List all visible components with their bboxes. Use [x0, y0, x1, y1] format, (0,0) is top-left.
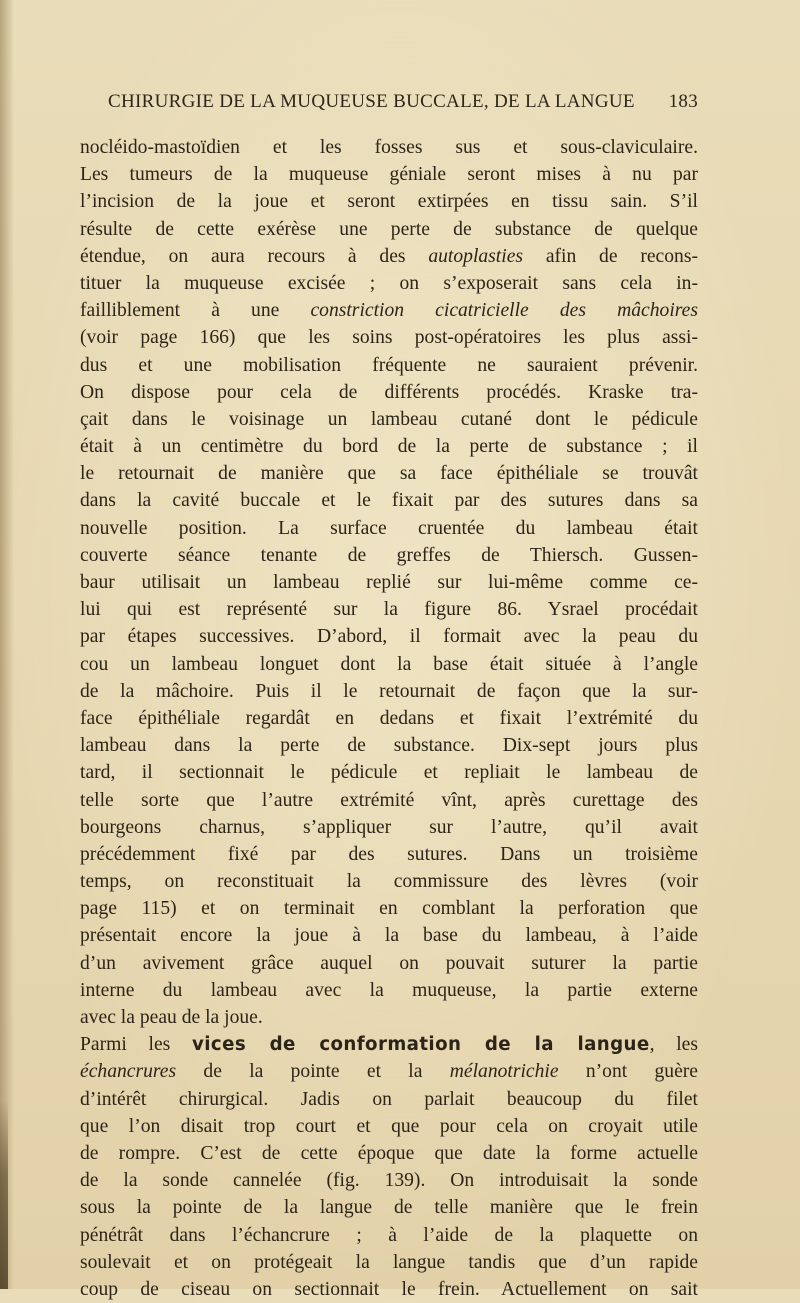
text-line — [80, 406, 698, 433]
text-run: çait dans le voisinage un lambeau cutané dont le pédicule — [80, 408, 698, 430]
text-run: afin de recons- — [523, 245, 698, 267]
running-title: CHIRURGIE DE LA MUQUEUSE BUCCALE, DE LA LANGUE — [108, 91, 635, 112]
text-run: failliblement à une — [80, 300, 311, 322]
text-run: était à un centimètre du bord de la perte de substance ; il — [80, 436, 698, 458]
text-run: d’un avivement grâce auquel on pouvait suturer la partie — [80, 952, 698, 974]
text-line — [80, 1058, 698, 1085]
text-line — [80, 1140, 698, 1167]
text-run: lui qui est représenté sur la figure 86. Ysrael procédait — [80, 599, 698, 621]
text-line — [80, 487, 698, 514]
text-line — [80, 787, 698, 814]
text-line — [80, 814, 698, 841]
text-run: soulevait et on protégeait la langue tandis que d’un rapide — [80, 1251, 698, 1273]
text-run: avec la peau de la joue. — [80, 1007, 263, 1028]
text-line — [80, 868, 698, 895]
text-line — [80, 270, 698, 297]
italic-term: constriction cicatricielle des mâchoires — [310, 300, 698, 322]
text-run: nouvelle position. La surface cruentée du lambeau était — [80, 517, 698, 539]
text-line — [80, 297, 698, 324]
text-line — [80, 759, 698, 786]
text-run: dans la cavité buccale et le fixait par des sutures dans sa — [80, 490, 698, 512]
text-line — [80, 433, 698, 460]
text-line — [80, 623, 698, 650]
page-number: 183 — [668, 91, 698, 112]
text-line — [80, 515, 698, 542]
text-line — [80, 1004, 698, 1031]
text-run: page 115) et on terminait en comblant la perforation que — [80, 898, 698, 920]
text-line — [80, 324, 698, 351]
text-run: par étapes successives. D’abord, il formait avec la peau du — [80, 626, 698, 648]
text-run: coup de ciseau on sectionnait le frein. Actuellement on sait — [80, 1278, 698, 1300]
text-line — [80, 596, 698, 623]
running-header — [108, 91, 698, 117]
italic-term: autoplasties — [428, 245, 524, 267]
text-line — [80, 542, 698, 569]
text-run: face épithéliale regardât en dedans et fixait l’extrémité du — [80, 707, 698, 729]
text-line — [80, 1276, 698, 1303]
text-line — [80, 161, 698, 188]
text-run: lambeau dans la perte de substance. Dix-sept jours plus — [80, 735, 698, 757]
text-line — [80, 352, 698, 379]
text-run: telle sorte que l’autre extrémité vînt, après curettage des — [80, 789, 698, 811]
text-run: dus et une mobilisation fréquente ne sauraient prévenir. — [80, 354, 698, 376]
text-run: l’incision de la joue et seront extirpées en tissu sain. S’il — [80, 191, 698, 213]
text-run: tituer la muqueuse excisée ; on s’exposerait sans cela in- — [80, 272, 698, 294]
text-run: interne du lambeau avec la muqueuse, la partie externe — [80, 979, 698, 1001]
text-line — [80, 243, 698, 270]
text-line — [80, 922, 698, 949]
text-run: de la mâchoire. Puis il le retournait de façon que la sur- — [80, 680, 698, 702]
text-line — [80, 977, 698, 1004]
text-line — [80, 1222, 698, 1249]
body-text — [80, 134, 698, 1303]
text-line — [80, 216, 698, 243]
text-run: temps, on reconstituait la commissure des lèvres (voir — [80, 871, 698, 893]
text-run: bourgeons charnus, s’appliquer sur l’autre, qu’il avait — [80, 816, 698, 838]
text-line — [80, 678, 698, 705]
text-run: pénétrât dans l’échancrure ; à l’aide de la plaquette on — [80, 1224, 698, 1246]
text-line — [80, 895, 698, 922]
text-line — [80, 460, 698, 487]
text-run: précédemment fixé par des sutures. Dans un troisième — [80, 843, 698, 865]
text-run: Les tumeurs de la muqueuse géniale seront mises à nu par — [80, 164, 698, 186]
text-run: de la pointe et la — [176, 1061, 450, 1083]
text-run: cou un lambeau longuet dont la base était située à l’angle — [80, 653, 698, 675]
binding-mark — [0, 1100, 8, 1289]
italic-term: échancrures — [80, 1061, 177, 1083]
text-run: d’intérêt chirurgical. Jadis on parlait beaucoup du filet — [80, 1088, 698, 1110]
text-line — [80, 841, 698, 868]
text-line — [80, 134, 698, 161]
text-run: Parmi les — [80, 1034, 193, 1056]
text-line — [80, 1167, 698, 1194]
text-run: n’ont guère — [558, 1061, 699, 1083]
text-run: de la sonde cannelée (fig. 139). On introduisait la sonde — [80, 1170, 698, 1192]
text-line — [80, 1086, 698, 1113]
page-edge-shadow — [0, 0, 14, 1289]
text-run: présentait encore la joue à la base du lambeau, à l’aide — [80, 925, 698, 947]
text-run: étendue, on aura recours à des — [80, 245, 429, 267]
text-line — [80, 651, 698, 678]
text-run: de rompre. C’est de cette époque que date la forme actuelle — [80, 1142, 698, 1164]
text-run: baur utilisait un lambeau replié sur lui-même comme ce- — [80, 572, 698, 593]
text-line — [80, 569, 698, 596]
text-run: , les — [649, 1034, 698, 1056]
text-line — [80, 379, 698, 406]
text-line — [80, 950, 698, 977]
text-run: nocléido-mastoïdien et les fosses sus et sous-claviculaire. — [80, 137, 698, 158]
text-line — [80, 1031, 698, 1058]
text-run: couverte séance tenante de greffes de Thiersch. Gussen- — [80, 544, 698, 566]
text-run: sous la pointe de la langue de telle manière que le frein — [80, 1197, 698, 1219]
text-run: le retournait de manière que sa face épithéliale se trouvât — [80, 463, 698, 485]
text-run: que l’on disait trop court et que pour cela on croyait utile — [80, 1115, 698, 1137]
text-line — [80, 188, 698, 215]
bold-term: vices de conformation de la langue — [192, 1034, 650, 1056]
text-run: On dispose pour cela de différents procédés. Kraske tra- — [80, 381, 698, 403]
italic-term: mélanotrichie — [449, 1061, 559, 1083]
text-run: tard, il sectionnait le pédicule et repliait le lambeau de — [80, 762, 698, 784]
text-line — [80, 1194, 698, 1221]
text-run: résulte de cette exérèse une perte de substance de quelque — [80, 218, 698, 240]
text-run: (voir page 166) que les soins post-opératoires les plus assi- — [80, 327, 698, 349]
text-line — [80, 1113, 698, 1140]
text-line — [80, 732, 698, 759]
text-line — [80, 1249, 698, 1276]
text-line — [80, 705, 698, 732]
